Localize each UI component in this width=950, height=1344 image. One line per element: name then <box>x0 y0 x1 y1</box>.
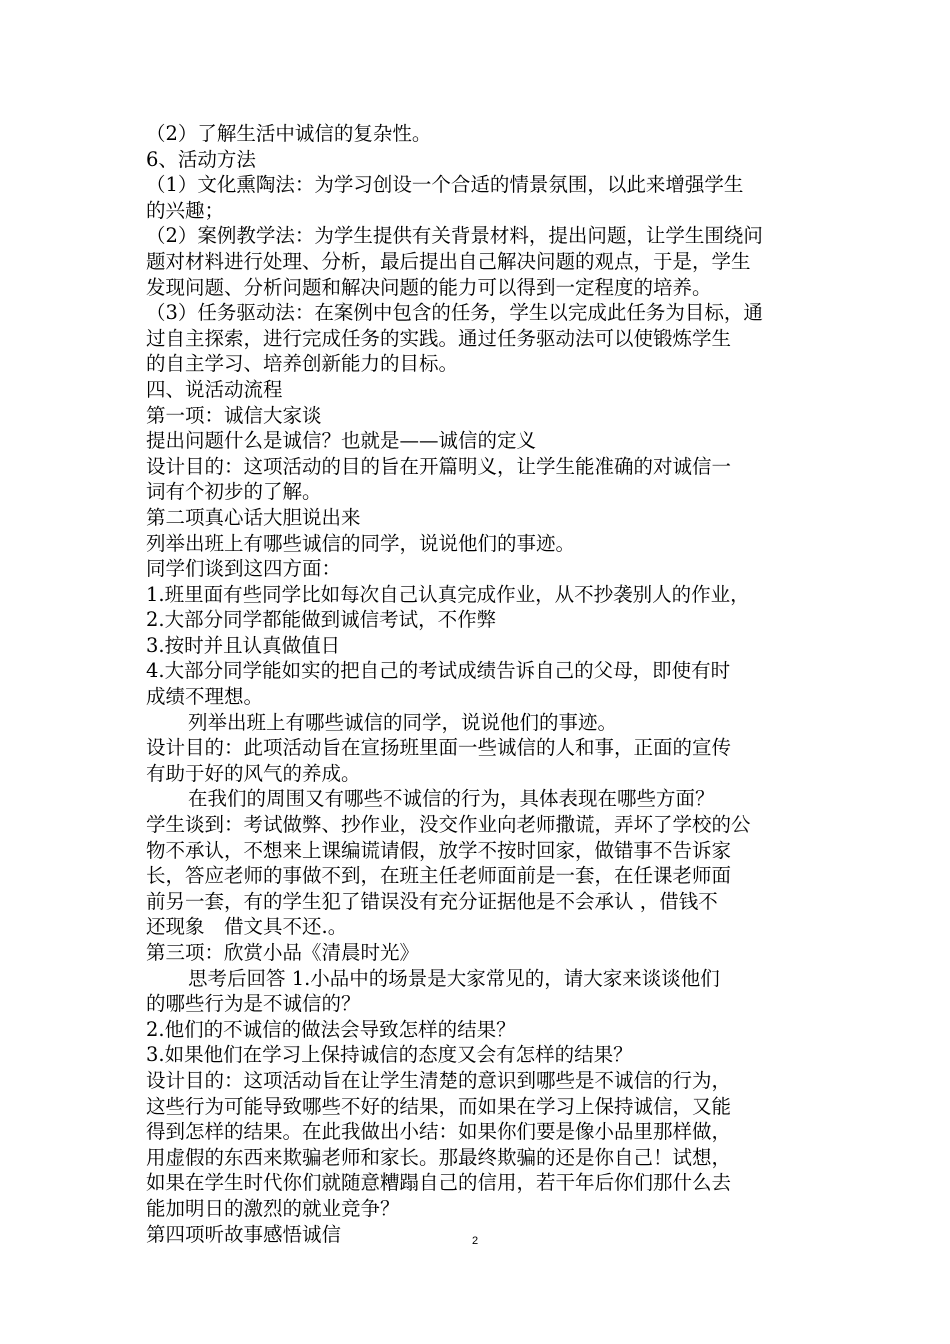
text-line: 成绩不理想。 <box>146 685 264 709</box>
text-line: 过自主探索，进行完成任务的实践。通过任务驱动法可以使锻炼学生 <box>146 326 732 350</box>
text-line: 思考后回答 1.小品中的场景是大家常见的，请大家来谈谈他们 <box>188 966 720 990</box>
text-line: 的自主学习、培养创新能力的目标。 <box>146 352 459 376</box>
text-line: 有助于好的风气的养成。 <box>146 761 361 785</box>
text-line: 2.他们的不诚信的做法会导致怎样的结果？ <box>146 1017 516 1041</box>
text-line: 还现象 借文具不还.。 <box>146 915 348 939</box>
text-line: 四、说活动流程 <box>146 377 283 401</box>
text-line: 设计目的：此项活动旨在宣扬班里面一些诚信的人和事，正面的宣传 <box>146 736 732 760</box>
text-line: 第一项：诚信大家谈 <box>146 403 322 427</box>
document-body <box>146 121 806 1247</box>
text-line: 物不承认，不想来上课编谎请假，放学不按时回家，做错事不告诉家 <box>146 838 732 862</box>
text-line: 提出问题什么是诚信？也就是——诚信的定义 <box>146 429 537 453</box>
text-line: 1.班里面有些同学比如每次自己认真完成作业，从不抄袭别人的作业， <box>146 582 750 606</box>
text-line: 前另一套，有的学生犯了错误没有充分证据他是不会承认 ，借钱不 <box>146 889 718 913</box>
text-line: 题对材料进行处理、分析，最后提出自己解决问题的观点，于是，学生 <box>146 249 751 273</box>
text-line: 列举出班上有哪些诚信的同学，说说他们的事迹。 <box>188 710 618 734</box>
text-line: 2.大部分同学都能做到诚信考试，不作弊 <box>146 608 497 632</box>
text-line: 得到怎样的结果。在此我做出小结：如果你们要是像小品里那样做， <box>146 1120 732 1144</box>
text-line: 设计目的：这项活动旨在让学生清楚的意识到哪些是不诚信的行为， <box>146 1068 732 1092</box>
text-line: 设计目的：这项活动的目的旨在开篇明义，让学生能准确的对诚信一 <box>146 454 732 478</box>
text-line: 同学们谈到这四方面： <box>146 557 342 581</box>
text-line: 3.如果他们在学习上保持诚信的态度又会有怎样的结果？ <box>146 1043 633 1067</box>
text-line: 4.大部分同学能如实的把自己的考试成绩告诉自己的父母，即使有时 <box>146 659 731 683</box>
text-line: 学生谈到：考试做弊、抄作业，没交作业向老师撒谎，弄坏了学校的公 <box>146 813 751 837</box>
text-line: 第三项：欣赏小品《清晨时光》 <box>146 941 420 964</box>
text-line: 词有个初步的了解。 <box>146 480 322 504</box>
text-line: 的哪些行为是不诚信的？ <box>146 992 361 1016</box>
text-line: （1）文化熏陶法：为学习创设一个合适的情景氛围，以此来增强学生 <box>146 173 744 197</box>
text-line: （3）任务驱动法：在案例中包含的任务，学生以完成此任务为目标，通 <box>146 301 763 325</box>
text-line: 发现问题、分析问题和解决问题的能力可以得到一定程度的培养。 <box>146 275 712 299</box>
text-line: 6、活动方法 <box>146 147 256 171</box>
text-line: 如果在学生时代你们就随意糟蹋自己的信用，若干年后你们那什么去 <box>146 1171 732 1195</box>
text-line: 长，答应老师的事做不到，在班主任老师面前是一套，在任课老师面 <box>146 864 732 888</box>
text-line: 的兴趣； <box>146 198 225 222</box>
text-line: 这些行为可能导致哪些不好的结果，而如果在学习上保持诚信，又能 <box>146 1094 732 1118</box>
text-line: （2）了解生活中诚信的复杂性。 <box>146 122 432 145</box>
text-line: 在我们的周围又有哪些不诚信的行为，具体表现在哪些方面？ <box>188 787 715 811</box>
text-line: 用虚假的东西来欺骗老师和家长。那最终欺骗的还是你自己！试想， <box>146 1145 732 1169</box>
text-line: 第四项听故事感悟诚信 <box>146 1222 342 1246</box>
text-line: （2）案例教学法：为学生提供有关背景材料，提出问题，让学生围绕问 <box>146 224 763 248</box>
text-line: 3.按时并且认真做值日 <box>146 633 341 657</box>
text-line: 列举出班上有哪些诚信的同学，说说他们的事迹。 <box>146 531 576 555</box>
text-line: 能加明日的激烈的就业竞争？ <box>146 1196 400 1220</box>
text-line: 第二项真心话大胆说出来 <box>146 505 361 529</box>
page-number: 2 <box>471 1235 479 1247</box>
